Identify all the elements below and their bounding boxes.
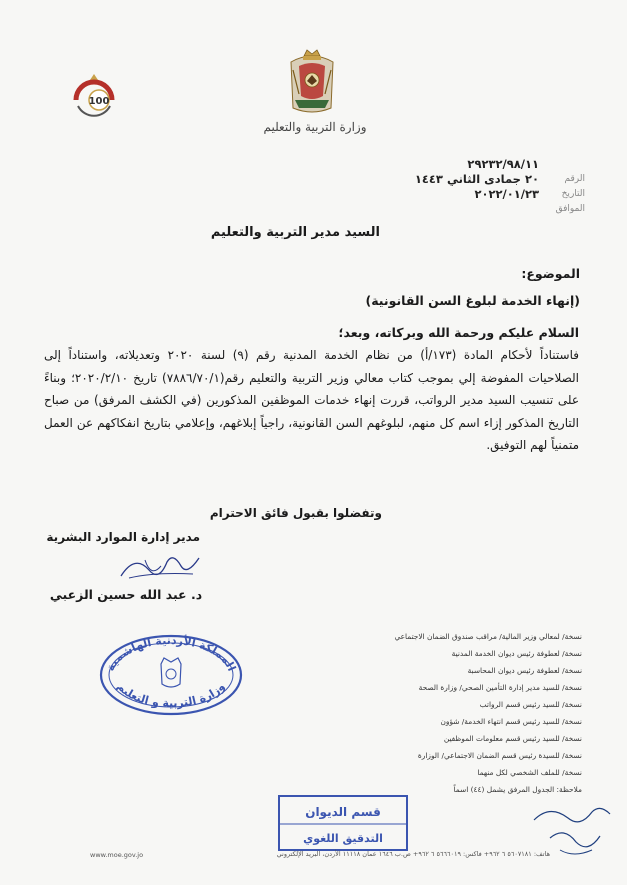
stamp-bottom-text: وزارة التربية و التعليم <box>114 680 228 710</box>
footer-website: www.moe.gov.jo <box>90 851 144 859</box>
subject-text: (إنهاء الخدمة لبلوغ السن القانونية) <box>365 293 580 308</box>
gregorian-date: ٢٠٢٢/٠١/٢٣ <box>474 187 539 201</box>
greeting: السلام عليكم ورحمة الله وبركاته، وبعد؛ <box>338 325 579 340</box>
signature-icon <box>115 548 205 586</box>
copy-recipient-line: نسخة/ لمعالي وزير المالية/ مراقب صندوق الضمان الاجتماعي <box>394 632 582 641</box>
subject-label: الموضوع: <box>521 266 580 281</box>
royal-crest-icon <box>285 48 339 116</box>
copy-recipient-line: ملاحظة: الجدول المرفق يشمل (٤٤) اسماً <box>453 785 582 794</box>
letter-body: فاستناداً لأحكام المادة (١٧٣/أ) من نظام الخدمة المدنية رقم (٩) لسنة ٢٠٢٠ وتعديلاته، واستناداً إلى الصلاحيات المفوضة إلي بموجب كتاب معالي وزير التربية والتعليم رقم(٧٨٨٦/٧٠/١) تاريخ ٢٠٢٠/٢/١٠؛ وبناءً على تنسيب السيد مدير الرواتب، قررت إنهاء خدمات الموظفين المذكورين (في الكشف المرفق) من صباح التاريخ المذكور إزاء اسم كل منهم، لبلوغهم السن القانونية، راجياً إبلاغهم، وإعلامي بتاريخ انفكاكهم عن العمل متمنياً لهم التوفيق. <box>44 348 580 452</box>
closing: وتفضلوا بقبول فائق الاحترام <box>209 506 382 520</box>
copies-list <box>252 628 582 798</box>
copy-recipient-line: نسخة/ للسيد رئيس قسم معلومات الموظفين <box>443 734 582 743</box>
agreement-label: الموافق <box>555 204 585 214</box>
centennial-logo-icon <box>66 74 122 122</box>
footer-contact: هاتف: ٥٦٠٧١٨١ ٦ ٩٦٢+ فاكس: ٥٦٦٦٠١٩ ٦ ٩٦٢+ ص.ب ١٦٤٦ عمان ١١١١٨ الأردن، البريد الإلكتروني <box>276 850 550 858</box>
copy-recipient-line: نسخة/ للملف الشخصي لكل منهما <box>477 768 582 777</box>
ministry-name: وزارة التربية والتعليم <box>263 120 367 134</box>
diwan-stamp-line1: قسم الديوان <box>305 805 381 819</box>
diwan-stamp-icon <box>277 794 409 852</box>
number-label: الرقم <box>564 174 585 184</box>
svg-text:المملكة الأردنية الهاشمية <box>104 634 239 673</box>
copy-recipient-line: نسخة/ للسيد مدير إدارة التأمين الصحي/ وزارة الصحة <box>418 683 582 692</box>
copy-recipient-line: نسخة/ للسيدة رئيس قسم الضمان الاجتماعي/ الوزارة <box>417 751 582 760</box>
recipient: السيد مدير التربية والتعليم <box>210 225 380 240</box>
reference-block <box>395 157 585 217</box>
centennial-number: 100 <box>88 96 110 107</box>
copy-recipient-line: نسخة/ للسيد رئيس قسم انتهاء الخدمة/ شؤون <box>440 717 582 726</box>
diwan-stamp-line2: التدقيق اللغوي <box>303 832 383 845</box>
official-stamp-icon <box>98 634 244 716</box>
date-label: التاريخ <box>561 189 585 199</box>
reference-number: ٢٩٢٣٢/٩٨/١١ <box>467 157 539 171</box>
svg-text:وزارة التربية و التعليم <box>115 680 228 710</box>
signer-title: مدير إدارة الموارد البشرية <box>46 530 200 544</box>
signer-name: د. عبد الله حسين الزعبي <box>49 587 203 602</box>
copy-recipient-line: نسخة/ للسيد رئيس قسم الرواتب <box>479 700 582 709</box>
stamp-top-text: المملكة الأردنية الهاشمية <box>103 634 239 674</box>
copy-recipient-line: نسخة/ لعطوفة رئيس ديوان المحاسبة <box>467 666 582 675</box>
hijri-date: ٢٠ جمادى الثاني ١٤٤٣ <box>414 172 539 186</box>
copy-recipient-line: نسخة/ لعطوفة رئيس ديوان الخدمة المدنية <box>451 649 582 658</box>
